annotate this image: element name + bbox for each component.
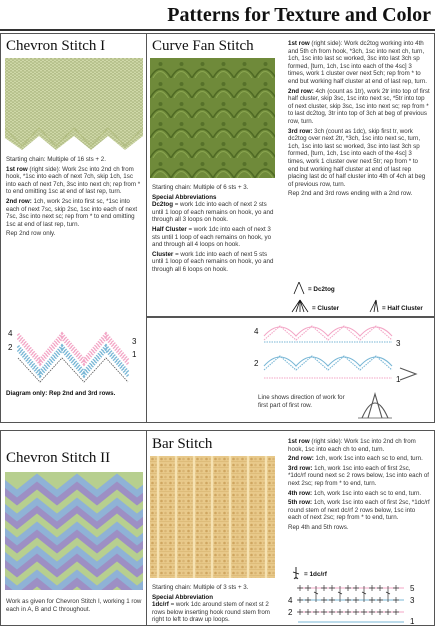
bar-stitch-repeat: Rep 4th and 5th rows. — [288, 523, 349, 531]
chevron-1-instructions — [6, 156, 143, 240]
bar-stitch-swatch-photo — [150, 456, 275, 578]
legend-half-cluster: = Half Cluster — [382, 305, 423, 312]
bar-row-5: 5 — [410, 584, 415, 593]
curve-fan-row-4: 4 — [254, 327, 259, 336]
chevron-1-chain: Starting chain: Multiple of 16 sts + 2. — [6, 156, 106, 163]
bar-stitch-chain: Starting chain: Multiple of 3 sts + 3. — [152, 584, 249, 591]
chevron-1-row1-label: 1st row — [6, 165, 28, 173]
bar-row-4: 4 — [288, 596, 293, 605]
curve-fan-row-1: 1 — [396, 375, 401, 384]
curve-fan-swatch-photo — [150, 58, 275, 178]
title-rule — [0, 29, 435, 31]
curve-fan-row-3: 3 — [396, 339, 401, 348]
curve-fan-legend — [290, 282, 432, 314]
legend-cluster: = Cluster — [312, 305, 340, 312]
bar-stitch-instructions: 1st row (right side): Work 1sc into 2nd ch from hook, 1sc into each ch to end, turn. 2nd row: 1ch, work 1sc into each sc to end, turn. 3rd row: 1ch, work 1sc into each of first 2sc, *1dc/rf round next sc 2 rows below, 1sc into each of next 2sc; rep from * to end, turn. 4th row: 1ch, work 1sc into each sc to end, turn. 5th row: 1ch, work 1sc into each of first 2sc, *1dc/rf round stem of next dc/rf 2 rows below, 1sc into each of next 2sc; rep from * to end, turn. Rep 4th and 5th rows. — [288, 438, 430, 531]
page-title: Patterns for Texture and Color — [167, 4, 431, 26]
chevron-1-diagram — [4, 312, 144, 387]
curve-fan-heading: Curve Fan Stitch — [152, 38, 254, 54]
bar-row-1: 1 — [410, 617, 415, 624]
legend-dc-rf: = 1dc/rf — [304, 571, 327, 578]
chevron-2-swatch-photo — [5, 472, 143, 590]
chevron-1-row2-text: 1ch, work 2sc into first sc, *1sc into each of next 7sc, skip 2sc, 1sc into each of next 7sc, 3sc into next sc; rep from * to end omitting 1sc at end of last rep, turn. — [6, 197, 138, 228]
bar-stitch-abbreviation: Starting chain: Multiple of 3 sts + 3. Special Abbreviation 1dc/rf = work 1dc around stem of next st 2 rows below inserting hook round stem from right to left to draw up loops. — [152, 584, 280, 626]
cluster-symbol-icon — [292, 300, 308, 312]
bar-stitch-abbr-title: Special Abbreviation — [152, 593, 213, 601]
curve-fan-abbreviations: Starting chain: Multiple of 6 sts + 3. Special Abbreviations Dc2tog = work 1dc into each of next 2 sts until 1 loop of each remains on hook, yo and through all 3 loops on hook. Half Cluster = work 1dc into each of next 3 sts until 1 loop of each remains on hook, yo and through all 4 loops on hook. Cluster = work 1dc into each of next 5 sts until 1 loop of each remains on hook, yo and through all 6 loops on hook. — [152, 184, 276, 276]
bar-stitch-legend — [290, 566, 370, 580]
bar-row-2: 2 — [288, 608, 293, 617]
bar-row-3: 3 — [410, 596, 415, 605]
chevron-1-swatch-photo — [5, 58, 143, 150]
dc2tog-symbol-icon — [294, 282, 304, 294]
chevron-1-row-label-4: 4 — [8, 329, 13, 338]
dc-rf-symbol-icon — [293, 567, 299, 579]
chevron-1-row-label-3: 3 — [132, 337, 137, 346]
curve-fan-row-2: 2 — [254, 359, 259, 368]
half-cluster-symbol-icon — [370, 300, 378, 312]
chevron-1-repeat: Rep 2nd row only. — [6, 230, 56, 238]
chevron-2-instructions: Work as given for Chevron Stitch I, working 1 row each in A, B and C throughout. — [6, 598, 142, 613]
curve-fan-repeat: Rep 2nd and 3rd rows ending with a 2nd row. — [288, 190, 413, 198]
legend-dc2tog: = Dc2tog — [308, 286, 335, 293]
curve-fan-diagram-caption: Line shows direction of work for first part of first row. — [258, 394, 345, 409]
chevron-1-diagram-caption: Diagram only: Rep 2nd and 3rd rows. — [6, 390, 116, 397]
curve-fan-abbr-title: Special Abbreviations — [152, 193, 217, 201]
chevron-1-row-label-2: 2 — [8, 343, 13, 352]
curve-fan-instructions: 1st row (right side): Work dc2tog working into 4th and 5th ch from hook, *3ch, 1sc into next ch, turn, 1ch, 1sc into last sc worked, 3sc into last 3ch sp formed, [turn, 1ch, 1sc into each of the 4sc] 3 times, work 1 cluster over next 5ch; rep from * to end but working half cluster at end of last rep, turn. 2nd row: 4ch (count as 1tr), work 2tr into top of first half cluster, skip 3sc, 1sc into next sc, *5tr into top of next cluster, skip 3sc, 1sc into next sc; rep from * to last dc2tog, 3tr into top of 3ch at beg of previous row, turn. 3rd row: 3ch (count as 1dc), skip first tr, work dc2tog over next 2tr, *3ch, 1sc into next sc, turn, 1ch, 1sc into last sc worked, 3sc into last 3ch sp formed, [turn, 1ch, 1sc into each of the 4sc] 3 times, work 1 cluster over next 5tr; rep from * to end but working half cluster at end of last rep placing last dc of half cluster into 4th of 4ch at beg of previous row, turn. Rep 2nd and 3rd rows ending with a 2nd row. — [288, 40, 430, 198]
chevron-1-row2-label: 2nd row: — [6, 197, 32, 205]
chevron-1-row1-text: (right side): Work 2sc into 2nd ch from hook, *1sc into each of next 7ch, skip 1ch, 1sc into each of next 7ch, 3sc into next ch; rep from * to end omitting 1sc at end of last rep, turn. — [6, 165, 141, 196]
chevron-1-heading: Chevron Stitch I — [6, 38, 106, 54]
curve-fan-chain: Starting chain: Multiple of 6 sts + 3. — [152, 184, 249, 191]
bar-stitch-heading: Bar Stitch — [152, 436, 213, 452]
chevron-2-heading: Chevron Stitch II — [6, 450, 111, 466]
bar-stitch-diagram — [286, 582, 432, 624]
chevron-1-row-label-1: 1 — [132, 350, 137, 359]
